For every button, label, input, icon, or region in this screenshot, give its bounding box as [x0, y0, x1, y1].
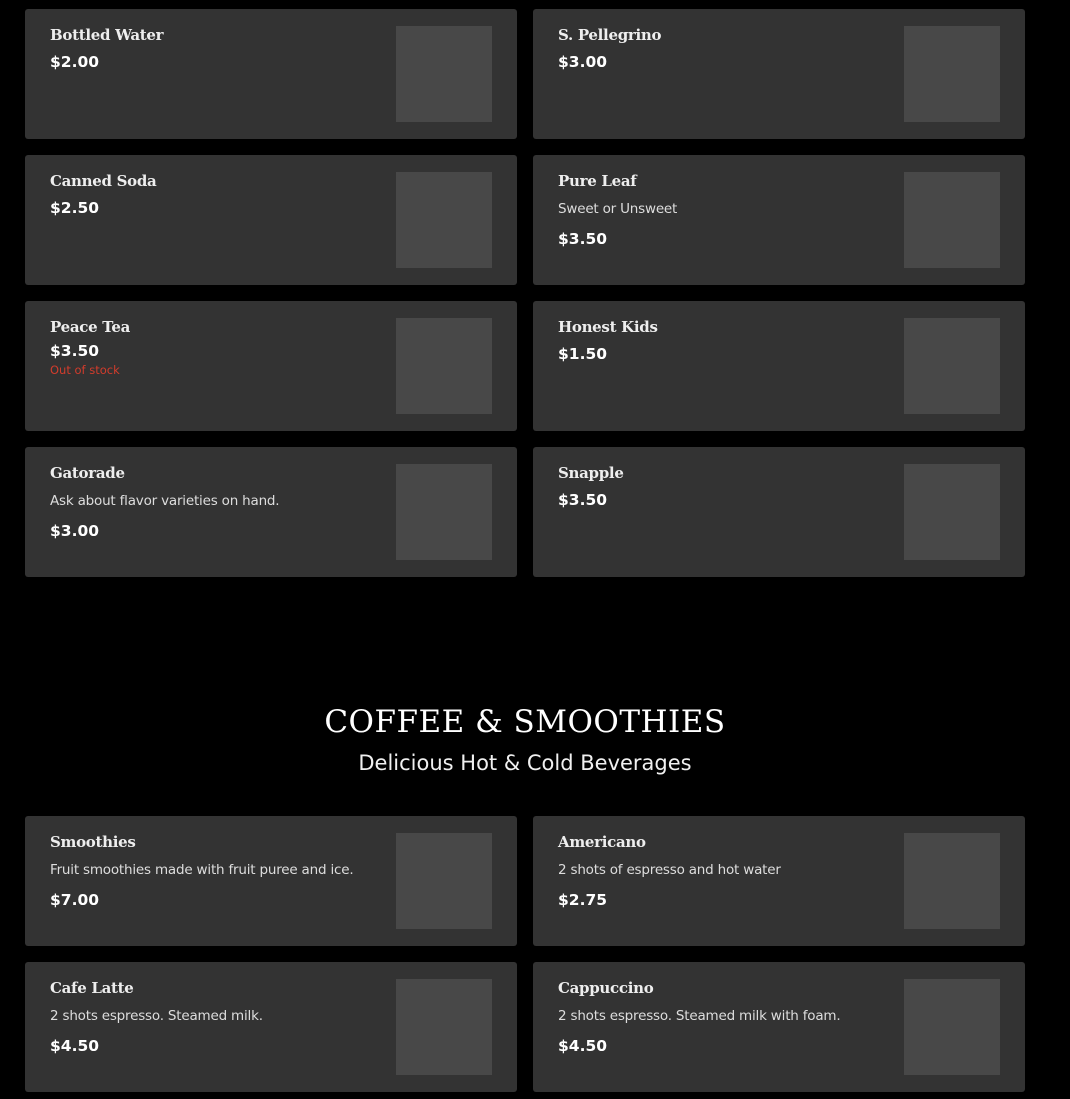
menu-item-description: 2 shots espresso. Steamed milk. [50, 1008, 263, 1024]
menu-item-price: $2.50 [50, 199, 100, 217]
menu-item-description: 2 shots of espresso and hot water [558, 862, 781, 878]
menu-item-info [50, 832, 380, 910]
menu-item-info [50, 978, 380, 1056]
menu-item-card[interactable] [25, 9, 517, 139]
menu-item-price: $4.50 [50, 1037, 100, 1055]
menu-item-info [558, 171, 888, 249]
menu-item-card[interactable] [533, 816, 1025, 946]
menu-item-name: Canned Soda [50, 172, 157, 190]
out-of-stock-label: Out of stock [50, 363, 120, 377]
menu-item-name: Peace Tea [50, 318, 131, 336]
menu-item-card[interactable] [533, 301, 1025, 431]
menu-item-info [558, 978, 888, 1056]
menu-item-info [558, 463, 888, 510]
menu-item-info [50, 25, 380, 72]
coffee-menu-grid [25, 816, 1025, 1092]
menu-item-name: Cafe Latte [50, 979, 134, 997]
menu-item-info [50, 463, 380, 541]
menu-item-price: $3.00 [558, 53, 608, 71]
beverage-menu-grid [25, 9, 1025, 577]
menu-item-image[interactable] [904, 26, 1000, 122]
menu-item-price: $2.00 [50, 53, 100, 71]
menu-item-price: $3.50 [558, 230, 608, 248]
menu-item-image[interactable] [396, 833, 492, 929]
section-header [0, 700, 1050, 776]
menu-item-description: Fruit smoothies made with fruit puree and ice. [50, 862, 354, 878]
menu-item-description: Ask about flavor varieties on hand. [50, 493, 280, 509]
menu-item-image[interactable] [396, 318, 492, 414]
menu-item-name: Honest Kids [558, 318, 658, 336]
section-title: COFFEE & SMOOTHIES [324, 704, 726, 740]
menu-item-image[interactable] [904, 833, 1000, 929]
menu-item-info [558, 317, 888, 364]
menu-item-info [50, 317, 380, 377]
menu-item-price: $2.75 [558, 891, 608, 909]
menu-item-image[interactable] [904, 979, 1000, 1075]
menu-item-card[interactable] [25, 962, 517, 1092]
menu-item-name: Smoothies [50, 833, 136, 851]
menu-item-price: $1.50 [558, 345, 608, 363]
menu-item-name: Pure Leaf [558, 172, 637, 190]
menu-item-description: 2 shots espresso. Steamed milk with foam. [558, 1008, 841, 1024]
menu-item-image[interactable] [396, 979, 492, 1075]
menu-item-info [558, 832, 888, 910]
menu-item-image[interactable] [904, 172, 1000, 268]
menu-item-card[interactable] [25, 155, 517, 285]
menu-item-card[interactable] [533, 962, 1025, 1092]
menu-item-image[interactable] [396, 172, 492, 268]
menu-item-info [50, 171, 380, 218]
menu-item-card[interactable] [533, 155, 1025, 285]
menu-item-card[interactable] [25, 816, 517, 946]
menu-item-price: $3.00 [50, 522, 100, 540]
menu-item-name: Snapple [558, 464, 624, 482]
menu-item-card[interactable] [25, 447, 517, 577]
menu-item-image[interactable] [396, 464, 492, 560]
menu-item-name: Americano [558, 833, 646, 851]
menu-item-name: Gatorade [50, 464, 125, 482]
menu-item-card[interactable] [533, 447, 1025, 577]
menu-item-price: $7.00 [50, 891, 100, 909]
menu-item-card[interactable] [25, 301, 517, 431]
menu-item-image[interactable] [904, 464, 1000, 560]
menu-item-price: $4.50 [558, 1037, 608, 1055]
menu-item-image[interactable] [904, 318, 1000, 414]
menu-item-name: Bottled Water [50, 26, 164, 44]
menu-item-name: Cappuccino [558, 979, 654, 997]
menu-item-price: $3.50 [50, 342, 100, 360]
menu-item-description: Sweet or Unsweet [558, 201, 678, 217]
menu-item-card[interactable] [533, 9, 1025, 139]
menu-item-info [558, 25, 888, 72]
menu-item-image[interactable] [396, 26, 492, 122]
menu-item-name: S. Pellegrino [558, 26, 662, 44]
menu-item-price: $3.50 [558, 491, 608, 509]
section-subtitle: Delicious Hot & Cold Beverages [358, 751, 692, 775]
